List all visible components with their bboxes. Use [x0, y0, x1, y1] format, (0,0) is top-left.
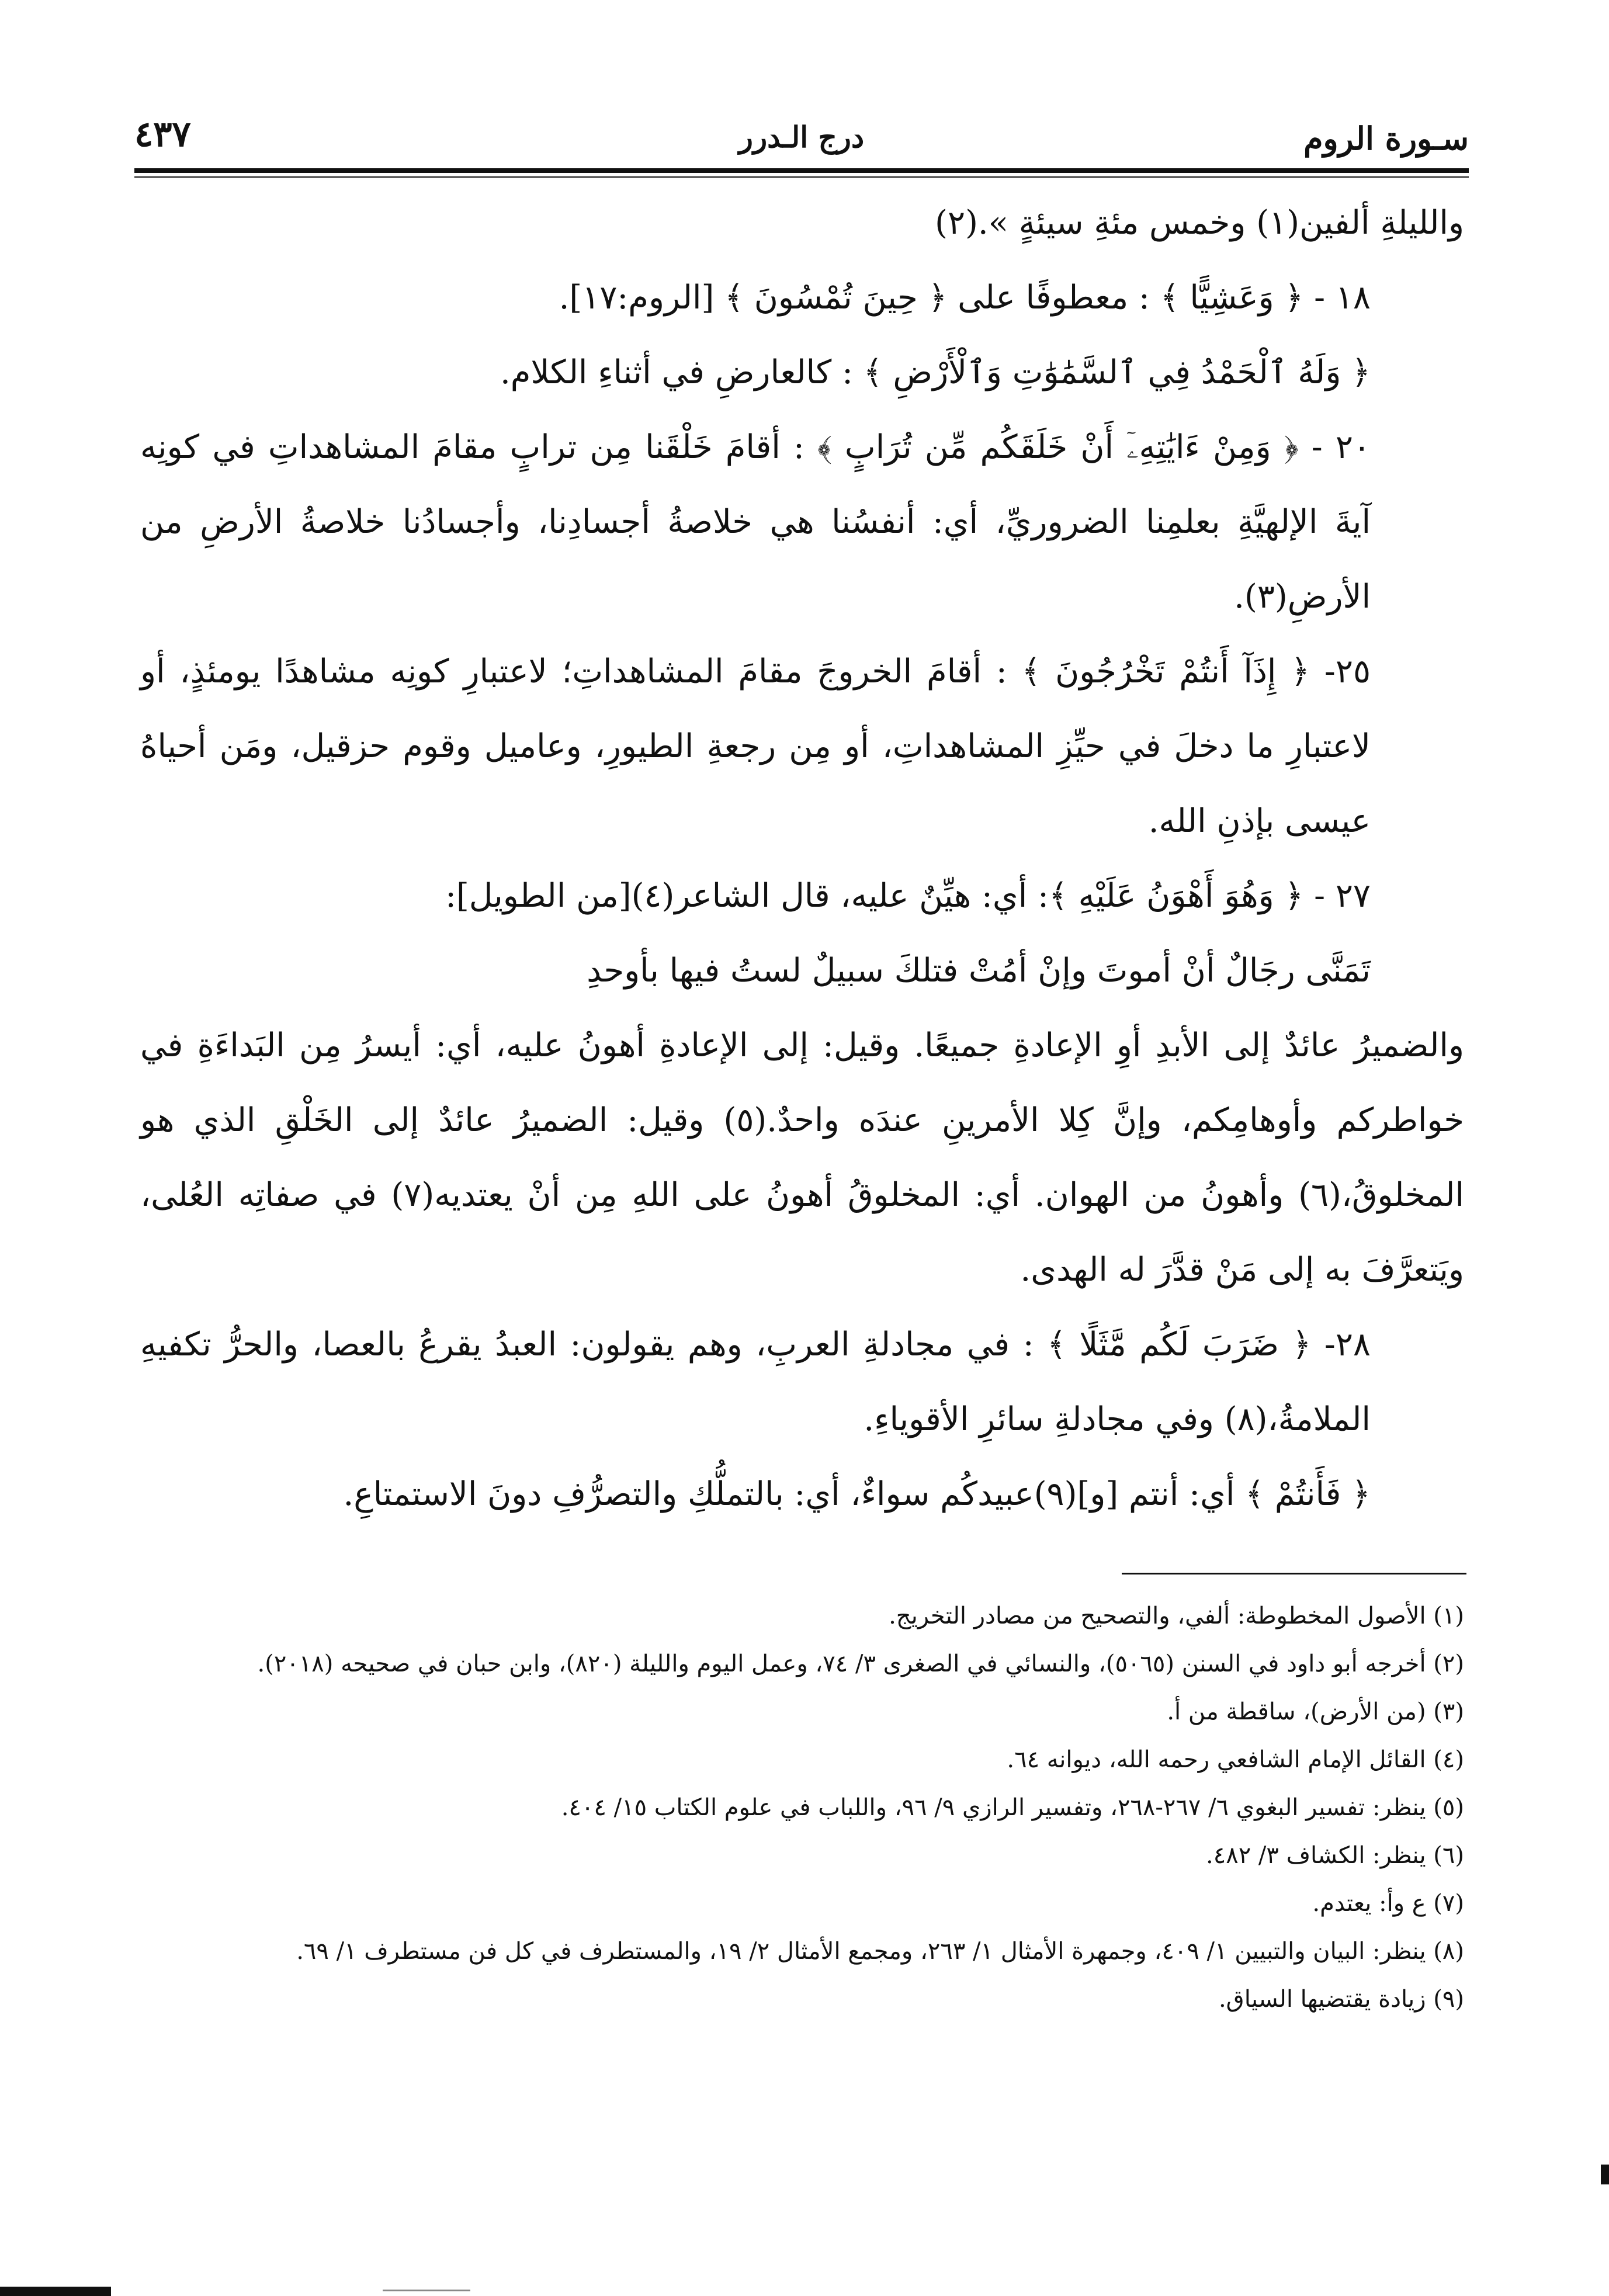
paragraph-verse-20: ٢٠ - ﴿ وَمِنْ ءَايَٰتِهِۦٓ أَنْ خَلَقَكُم مِّن تُرَابٍ ﴾ : أقامَ خَلْقَنا مِن ترابٍ مقامَ المشاهداتِ في كونِه آيةَ الإلهيَّةِ بعلمِنا الضروريِّ، أي: أنفسُنا هي خلاصةُ أجسادِنا، وأجسادُنا خلاصةُ الأرضِ من الأرضِ(٣). [140, 428, 1371, 616]
paragraph-verse-28: ٢٨- ﴿ ضَرَبَ لَكُم مَّثَلًا ﴾ : في مجادلةِ العربِ، وهم يقولون: العبدُ يقرعُ بالعصا، والحرُّ تكفيهِ الملامةُ،(٨) وفي مجادلةِ سائرِ الأقوياءِ. [140, 1326, 1371, 1438]
page-header [134, 114, 1469, 167]
page-number: ٤٣٧ [134, 114, 191, 155]
scan-margin-mark [1601, 2165, 1609, 2184]
footnote-6: (٦) ينظر: الكشاف ٣/ ٤٨٢. [1206, 1842, 1464, 1869]
main-text [140, 186, 1464, 1532]
scan-edge-mark [0, 2287, 111, 2296]
header-rule-thin [134, 176, 1469, 178]
header-rule-thick [134, 168, 1469, 173]
paragraph-verse-27: ٢٧ - ﴿ وَهُوَ أَهْوَنُ عَلَيْهِ ﴾: أي: هيِّنٌ عليه، قال الشاعر(٤)[من الطويل]: [445, 877, 1371, 915]
footnote-2: (٢) أخرجه أبو داود في السنن (٥٠٦٥)، والنسائي في الصغرى ٣/ ٧٤، وعمل اليوم والليلة (٨٢٠)، وابن حبان في صحيحه (٢٠١٨). [257, 1650, 1464, 1677]
paragraph-verse-25: ٢٥- ﴿ إِذَآ أَنتُمْ تَخْرُجُونَ ﴾ : أقامَ الخروجَ مقامَ المشاهداتِ؛ لاعتبارِ كونِه مشاهدًا يومئذٍ، أو لاعتبارِ ما دخلَ في حيِّزِ المشاهداتِ، أو مِن رجعةِ الطيورِ، وعاميل وقوم حزقيل، ومَن أحياهُ عيسى بإذنِ الله. [140, 653, 1371, 840]
paragraph-verse-28b: ﴿ فَأَنتُمْ ﴾ أي: أنتم [و](٩)عبيدكُم سواءٌ، أي: بالتملُّكِ والتصرُّفِ دونَ الاستمتاعِ. [343, 1475, 1371, 1513]
paragraph-verse-18b: ﴿ وَلَهُ ٱلْحَمْدُ فِي ٱلسَّمَٰوَٰتِ وَٱلْأَرْضِ ﴾ : كالعارضِ في أثناءِ الكلام. [500, 353, 1371, 391]
footnote-3: (٣) (من الأرض)، ساقطة من أ. [1167, 1698, 1464, 1725]
footnote-5: (٥) ينظر: تفسير البغوي ٦/ ٢٦٧-٢٦٨، وتفسير الرازي ٩/ ٩٦، واللباب في علوم الكتاب ١٥/ ٤٠٤. [561, 1794, 1464, 1821]
footnote-separator [1122, 1573, 1466, 1574]
scan-edge-line [383, 2290, 470, 2291]
paragraph-verse-18: ١٨ - ﴿ وَعَشِيًّا ﴾ : معطوفًا على ﴿ حِينَ تُمْسُونَ ﴾ [الروم:١٧]. [559, 279, 1371, 317]
book-title: درج الـدرر [738, 120, 865, 154]
paragraph-pronoun: والضميرُ عائدٌ إلى الأبدِ أوِ الإعادةِ جميعًا. وقيل: إلى الإعادةِ أهونُ عليه، أي: أيسرُ مِن البَداءَةِ في خواطركم وأوهامِكم، وإنَّ كِلا الأمرينِ عندَه واحدٌ.(٥) وقيل: الضميرُ عائدٌ إلى الخَلْقِ الذي هو المخلوقُ،(٦) وأهونُ من الهوان. أي: المخلوقُ أهونُ على اللهِ مِن أنْ يعتديه(٧) في صفاتِه العُلى، ويَتعرَّفَ به إلى مَنْ قدَّرَ له الهدى. [140, 1026, 1465, 1289]
footnote-9: (٩) زيادة يقتضيها السياق. [1218, 1986, 1464, 2013]
surah-title: سـورة الروم [1303, 120, 1469, 157]
footnotes [146, 1592, 1464, 2023]
paragraph-continuation: والليلةِ ألفين(١) وخمس مئةِ سيئةٍ ».(٢) [935, 204, 1464, 242]
footnote-4: (٤) القائل الإمام الشافعي رحمه الله، ديوانه ٦٤. [1007, 1746, 1464, 1773]
footnote-7: (٧) ع وأ: يعتدم. [1312, 1890, 1464, 1917]
footnote-1: (١) الأصول المخطوطة: ألفي، والتصحيح من مصادر التخريج. [889, 1603, 1464, 1629]
poetry-line: تَمَنَّى رجَالٌ أنْ أموتَ وإنْ أمُتْ فتلكَ سبيلٌ لستُ فيها بأوحدِ [587, 952, 1371, 990]
footnote-8: (٨) ينظر: البيان والتبيين ١/ ٤٠٩، وجمهرة الأمثال ١/ ٢٦٣، ومجمع الأمثال ٢/ ١٩، والمستطرف في كل فن مستطرف ١/ ٦٩. [296, 1938, 1464, 1965]
